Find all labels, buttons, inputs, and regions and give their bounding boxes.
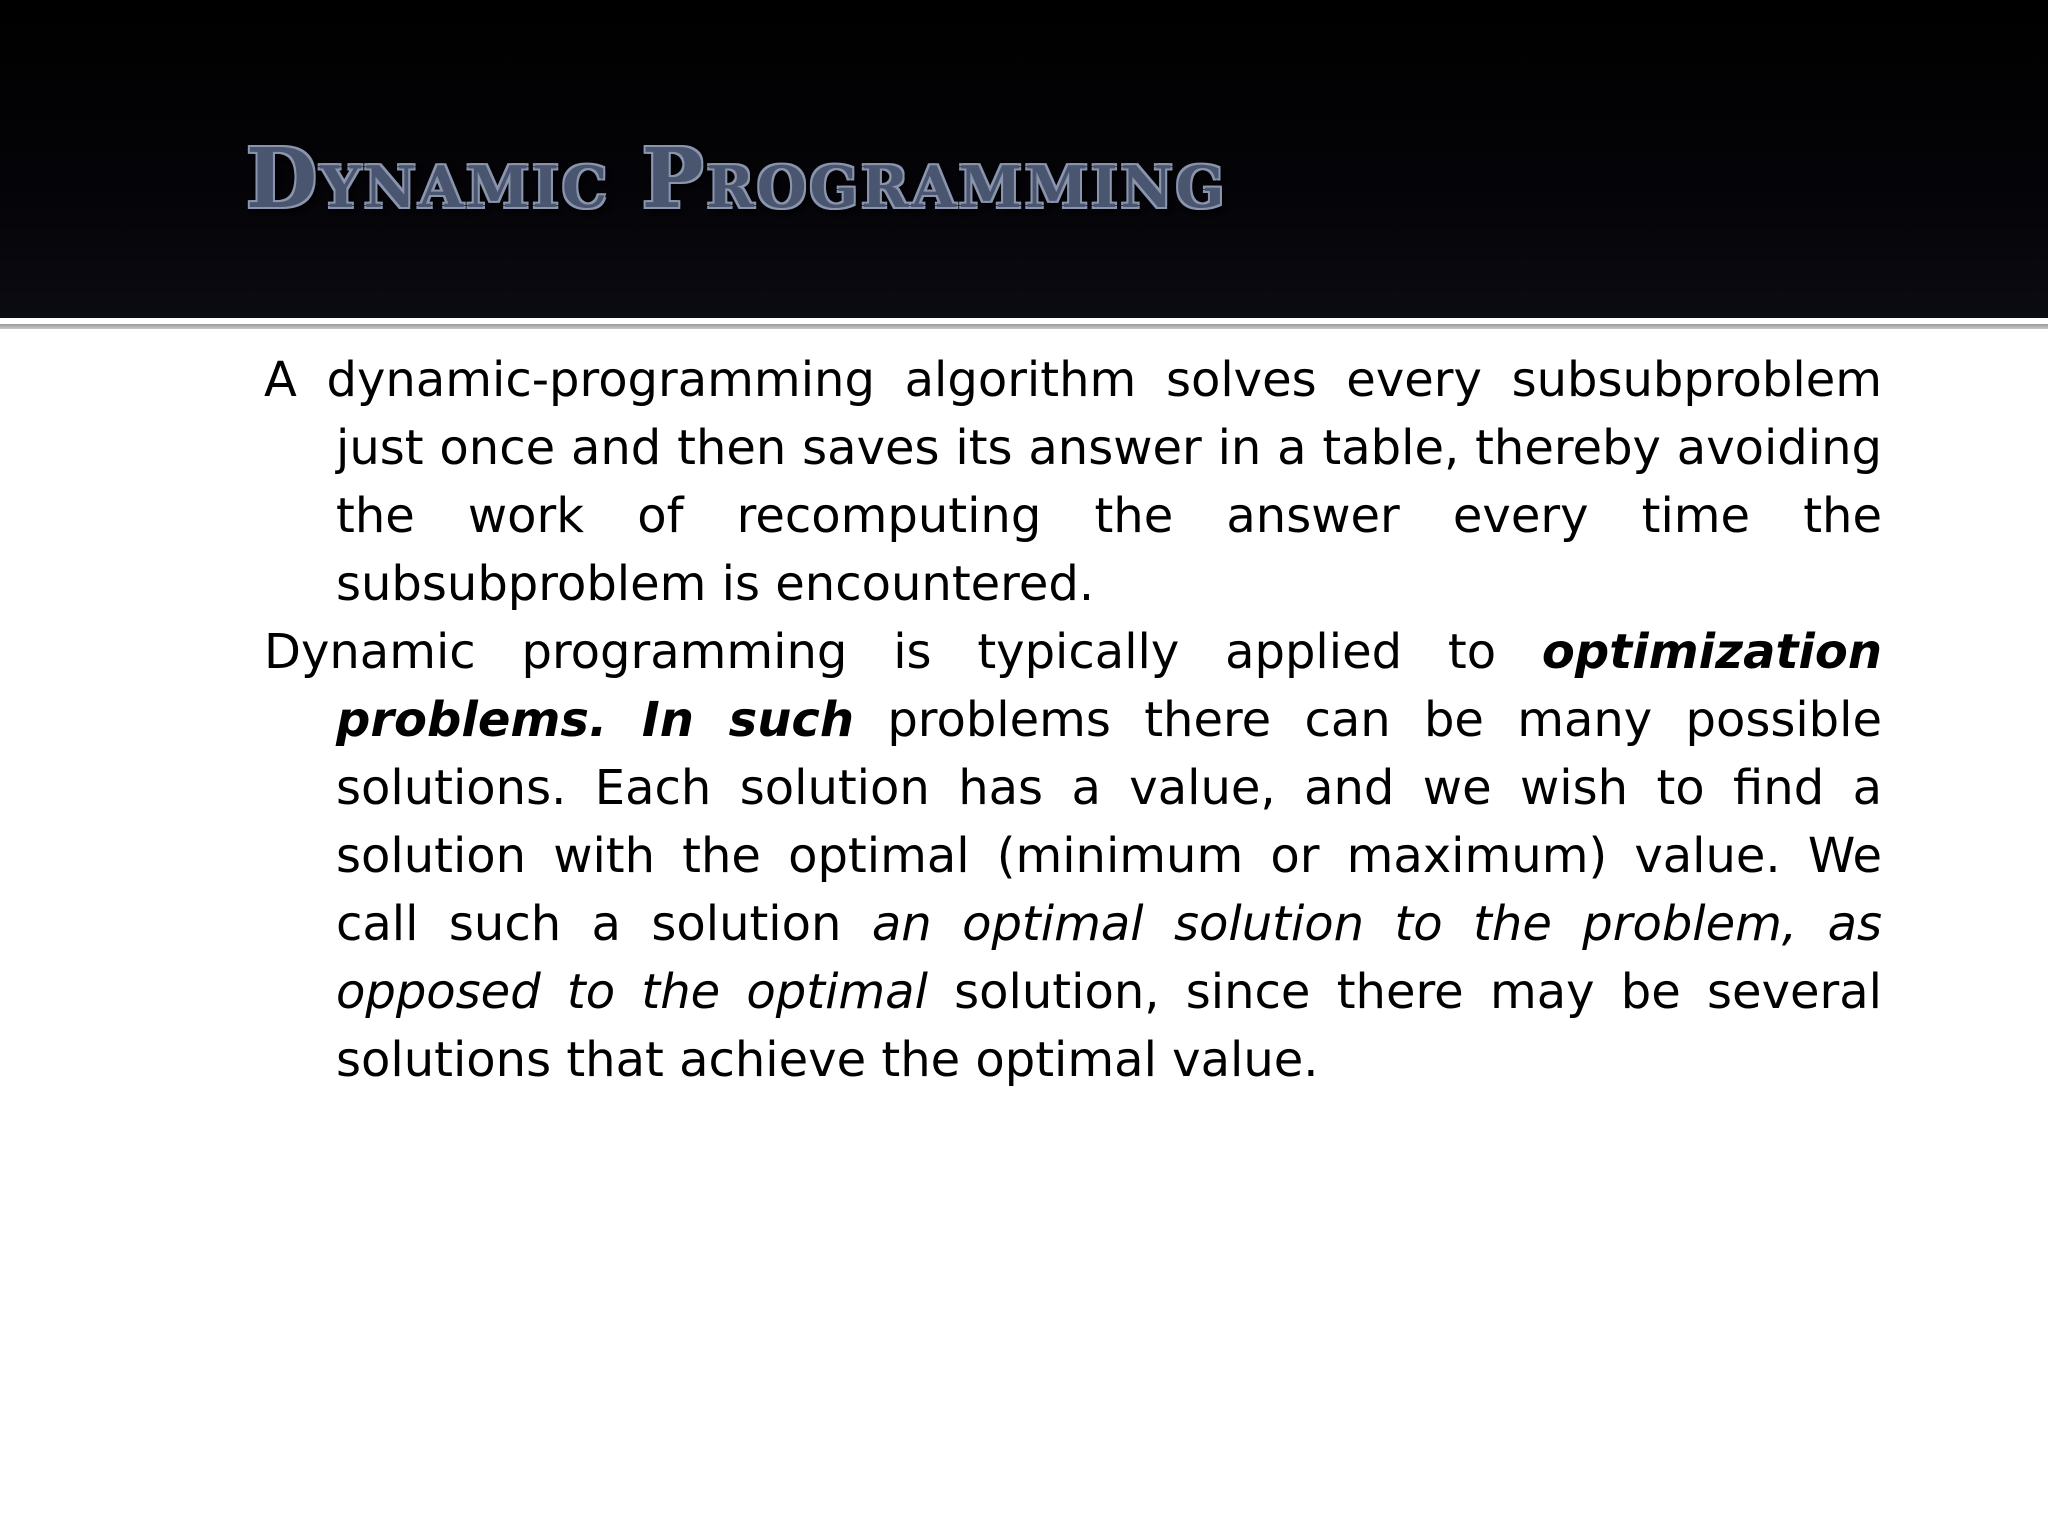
- header-divider: [0, 324, 2048, 329]
- paragraph-dp-definition: [264, 346, 1882, 618]
- slide-body: [264, 346, 1882, 1094]
- paragraph-text: problems there can be many possible solutions. Each solution has a value, and we wish to find a solution with the optimal (minimum or maximum) value. We call such a solution: [336, 692, 1883, 952]
- slide-title: Dynamic Programming: [246, 131, 1228, 227]
- paragraph-text: A dynamic-programming algorithm solves every subsubproblem just once and then saves its answer in a table, thereby avoiding the work of recomputing the answer every time the subsubproblem is encountered.: [264, 352, 1882, 612]
- paragraph-text: Dynamic programming is typically applied to: [264, 624, 1542, 680]
- emphasis-optimization-problems: optimization problems. In such: [336, 624, 1882, 748]
- emphasis-optimal-solution: an optimal solution to the problem, as opposed to the optimal: [336, 896, 1882, 1020]
- header-band: [0, 0, 2048, 318]
- paragraph-text: solution, since there may be several solutions that achieve the optimal value.: [336, 964, 1883, 1088]
- paragraph-optimization: [264, 618, 1882, 1094]
